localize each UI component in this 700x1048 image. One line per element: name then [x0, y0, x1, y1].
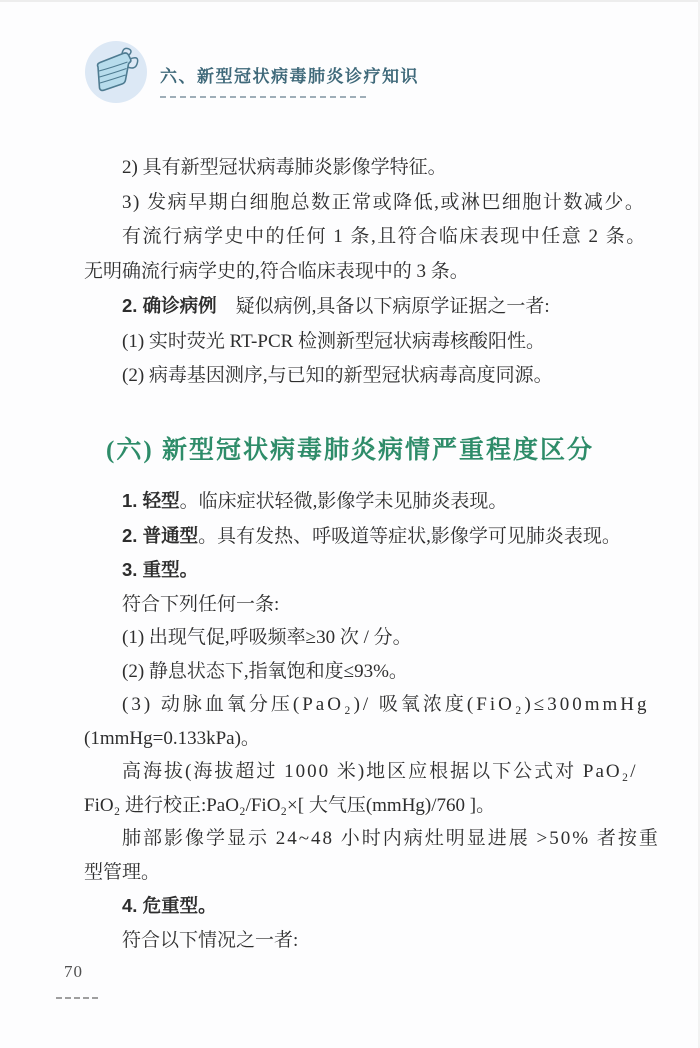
text-line: 2) 具有新型冠状病毒肺炎影像学特征。 [122, 157, 447, 178]
text-line: (2) 静息状态下,指氧饱和度≤93%。 [122, 660, 408, 682]
text-line [84, 484, 616, 519]
text-line: (1) 出现气促,呼吸频率≥30 次 / 分。 [122, 627, 412, 648]
text-line [84, 519, 621, 554]
text-line: (2) 病毒基因测序,与已知的新型冠状病毒高度同源。 [122, 365, 553, 386]
section-2-body [84, 484, 660, 957]
page-number: 70 [64, 962, 83, 981]
text-line: 有流行病学史中的任何 1 条,且符合临床表现中任意 2 条。 [122, 226, 647, 247]
text-line: FiO₂ 进行校正:PaO₂/FiO₂×[ 大气压(mmHg)/760 ]。 [84, 794, 496, 816]
text-line: 无明确流行病学史的,符合临床表现中的 3 条。 [84, 260, 469, 282]
chapter-header [84, 40, 419, 104]
text-line: (1mmHg=0.133kPa)。 [84, 727, 260, 749]
text-line: 型管理。 [84, 861, 161, 883]
line-rest: 。具有发热、呼吸道等症状,影像学可见肺炎表现。 [198, 525, 621, 547]
text-line [84, 289, 616, 325]
bold-label: 2. 普通型 [122, 524, 199, 546]
text-line: (1) 实时荧光 RT-PCR 检测新型冠状病毒核酸阳性。 [122, 330, 546, 352]
text-line: (3) 动脉血氧分压(PaO₂)/ 吸氧浓度(FiO₂)≤300mmHg [122, 694, 650, 715]
text-line: 符合以下情况之一者: [122, 929, 299, 951]
face-mask-icon [84, 40, 148, 104]
text-line: 肺部影像学显示 24~48 小时内病灶明显进展 >50% 者按重 [122, 828, 660, 849]
bold-label: 4. 危重型。 [122, 895, 217, 916]
bold-label: 1. 轻型 [122, 490, 180, 511]
line-rest: 。临床症状轻微,影像学未见肺炎表现。 [179, 491, 508, 512]
text-line: 高海拔(海拔超过 1000 米)地区应根据以下公式对 PaO₂/ [122, 761, 638, 782]
line-rest: 疑似病例,具备以下病原学证据之一者: [216, 296, 550, 317]
bold-label: 2. 确诊病例 [122, 295, 217, 316]
page-number-dashed-underline [56, 997, 98, 999]
chapter-title: 六、新型冠状病毒肺炎诊疗知识 [160, 67, 419, 86]
section-heading: (六) 新型冠状病毒肺炎病情严重程度区分 [106, 437, 594, 464]
bold-label: 3. 重型。 [122, 559, 199, 580]
page-top-edge [0, 0, 700, 2]
chapter-title-dashed-underline [160, 96, 366, 98]
section-1-body [84, 151, 647, 394]
text-line: 3) 发病早期白细胞总数正常或降低,或淋巴细胞计数减少。 [122, 191, 646, 213]
text-line [84, 889, 616, 924]
text-line [84, 553, 616, 588]
text-line: 符合下列任何一条: [122, 593, 280, 615]
